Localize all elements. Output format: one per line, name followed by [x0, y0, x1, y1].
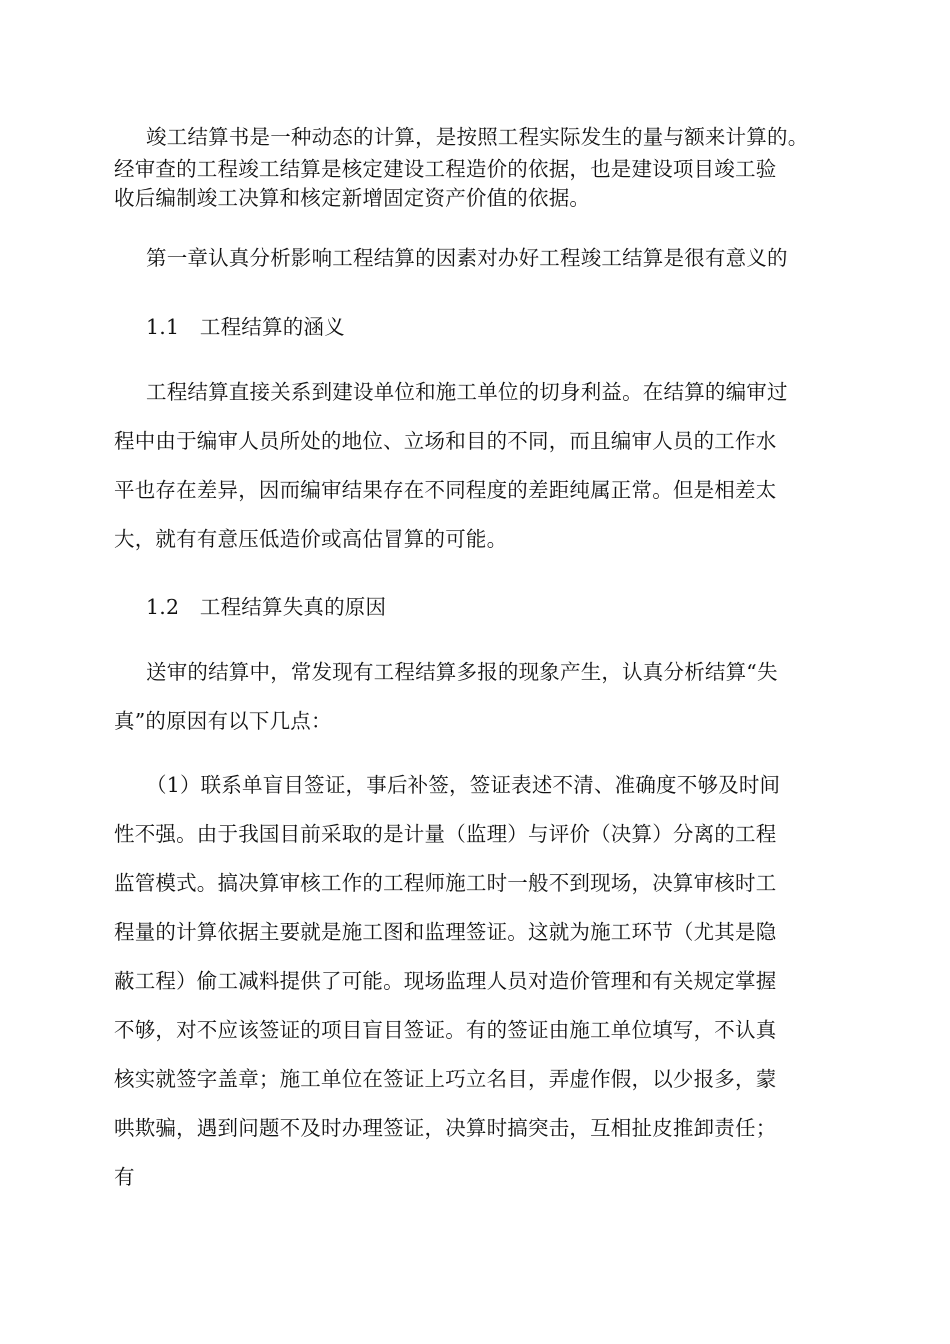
chapter-title: 第一章认真分析影响工程结算的因素对办好工程竣工结算是很有意义的	[146, 246, 788, 270]
section-1-2-line-1: 送审的结算中，常发现有工程结算多报的现象产生，认真分析结算“失	[146, 660, 778, 684]
item-1-line-4: 程量的计算依据主要就是施工图和监理签证。这就为施工环节（尤其是隐	[114, 920, 777, 944]
item-1-line-6: 不够，对不应该签证的项目盲目签证。有的签证由施工单位填写，不认真	[114, 1018, 777, 1042]
item-1-line-1: （1）联系单盲目签证，事后补签，签证表述不清、准确度不够及时间	[146, 773, 781, 797]
intro-line-1: 竣工结算书是一种动态的计算，是按照工程实际发生的量与额来计算的。	[146, 125, 809, 149]
item-1-line-3: 监管模式。搞决算审核工作的工程师施工时一般不到现场，决算审核时工	[114, 871, 777, 895]
intro-line-2: 经审查的工程竣工结算是核定建设工程造价的依据，也是建设项目竣工验	[114, 157, 777, 181]
item-1-line-5: 蔽工程）偷工减料提供了可能。现场监理人员对造价管理和有关规定掌握	[114, 969, 777, 993]
item-1-line-2: 性不强。由于我国目前采取的是计量（监理）与评价（决算）分离的工程	[114, 822, 777, 846]
section-1-1-line-1: 工程结算直接关系到建设单位和施工单位的切身利益。在结算的编审过	[146, 380, 788, 404]
section-1-1-line-3: 平也存在差异，因而编审结果存在不同程度的差距纯属正常。但是相差太	[114, 478, 777, 502]
section-heading-1-2: 1.2 工程结算失真的原因	[146, 595, 387, 619]
section-1-1-line-4: 大，就有有意压低造价或高估冒算的可能。	[114, 527, 508, 551]
item-1-line-8: 哄欺骗，遇到问题不及时办理签证，决算时搞突击，互相扯皮推卸责任；	[114, 1116, 777, 1140]
section-1-2-line-2: 真”的原因有以下几点：	[114, 709, 332, 733]
section-heading-1-1: 1.1 工程结算的涵义	[146, 315, 345, 339]
intro-line-3: 收后编制竣工决算和核定新增固定资产价值的依据。	[114, 186, 591, 210]
item-1-line-9: 有	[114, 1165, 135, 1189]
section-1-1-line-2: 程中由于编审人员所处的地位、立场和目的不同，而且编审人员的工作水	[114, 429, 777, 453]
item-1-line-7: 核实就签字盖章；施工单位在签证上巧立名目，弄虚作假，以少报多，蒙	[114, 1067, 777, 1091]
